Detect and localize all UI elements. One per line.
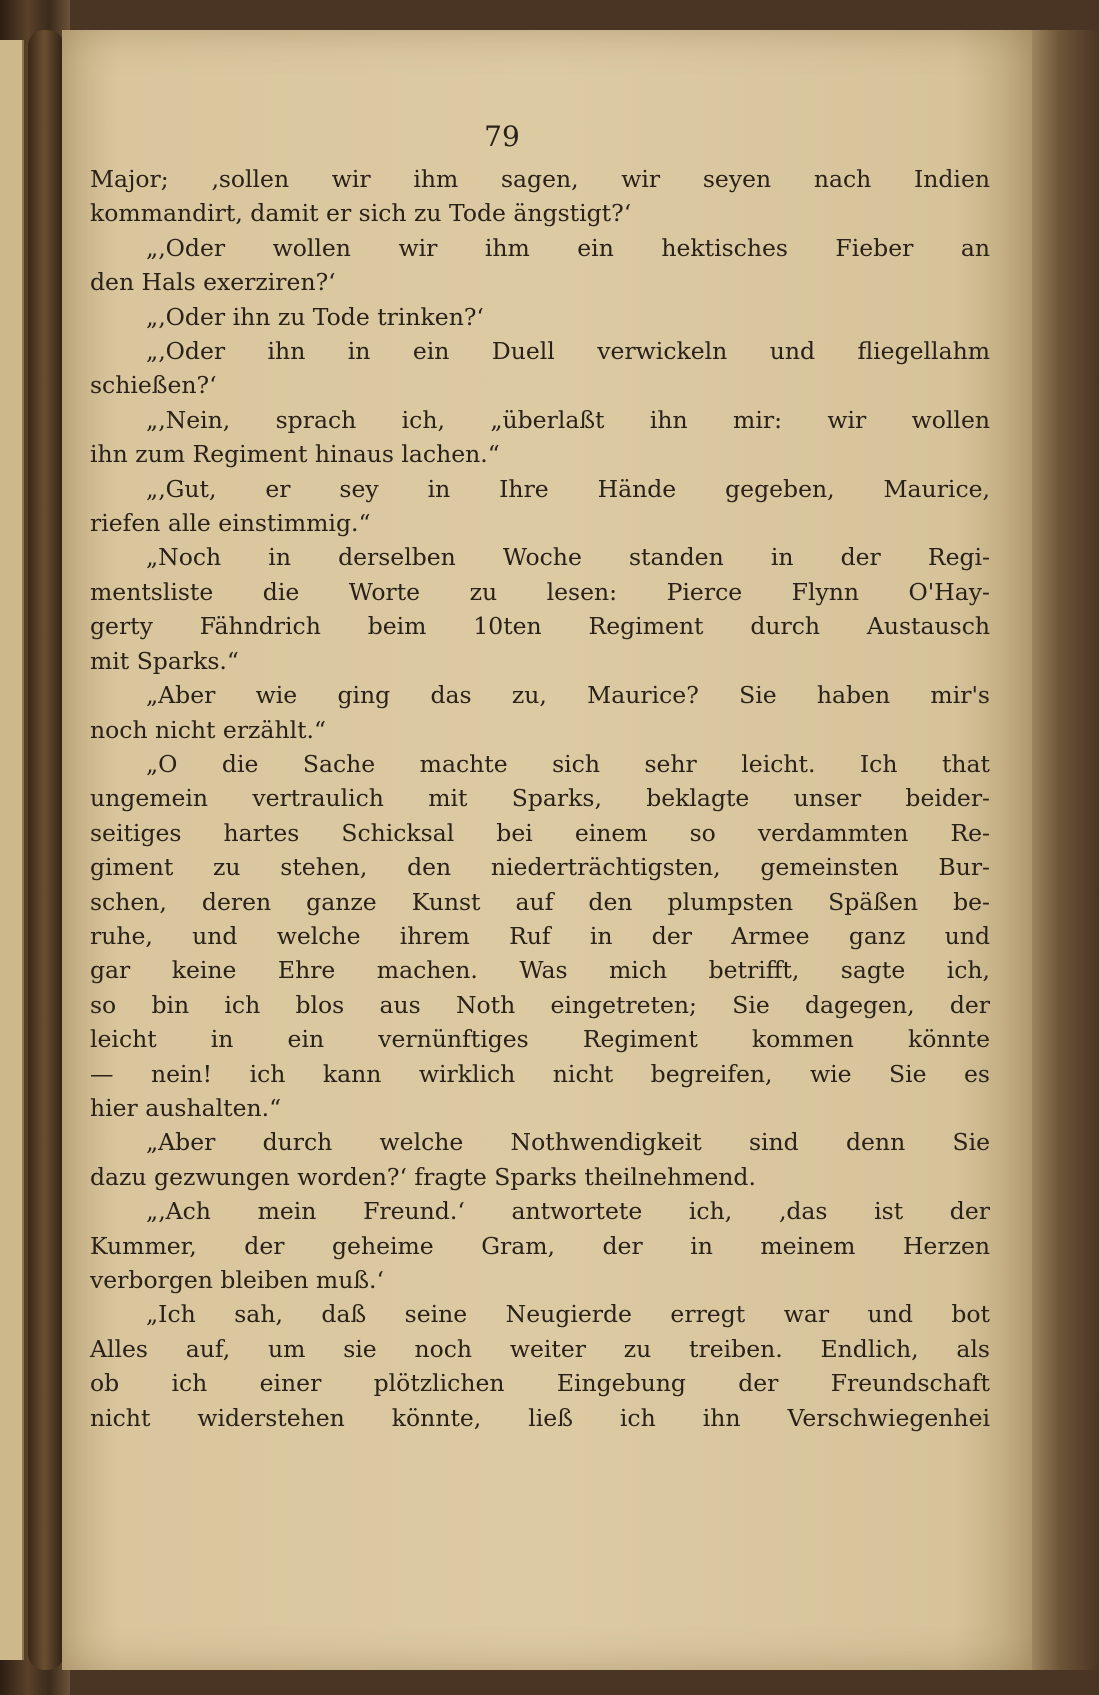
text-line: so bin ich blos aus Noth eingetreten; Sie dagegen, der — [90, 990, 990, 1019]
text-line: schießen?‘ — [90, 371, 217, 400]
text-line: „Ich sah, daß seine Neugierde erregt war und bot — [146, 1300, 990, 1329]
text-line: nicht widerstehen könnte, ließ ich ihn Verschwiegenhei — [90, 1403, 990, 1432]
text-line: gar keine Ehre machen. Was mich betrifft, sagte ich, — [90, 956, 990, 985]
text-line: hier aushalten.“ — [90, 1093, 282, 1122]
text-line: kommandirt, damit er sich zu Tode ängstigt?‘ — [90, 199, 632, 228]
text-line: „‚Oder ihn in ein Duell verwickeln und fliegellahm — [146, 337, 990, 366]
text-line: „Aber durch welche Nothwendigkeit sind denn Sie — [146, 1128, 990, 1157]
text-line: „‚Nein, sprach ich, „überlaßt ihn mir: wir wollen — [146, 405, 990, 434]
text-line: riefen alle einstimmig.“ — [90, 509, 371, 538]
text-line: ruhe, und welche ihrem Ruf in der Armee ganz und — [90, 921, 990, 950]
text-line: gerty Fähndrich beim 10ten Regiment durch Austausch — [90, 612, 990, 641]
text-line: mit Sparks.“ — [90, 646, 239, 675]
body-text — [90, 162, 990, 1435]
text-line: Major; ‚sollen wir ihm sagen, wir seyen nach Indien — [90, 165, 990, 193]
text-line: ihn zum Regiment hinaus lachen.“ — [90, 440, 500, 469]
text-line: „‚Oder ihn zu Tode trinken?‘ — [146, 302, 484, 331]
page-number: 79 — [484, 120, 520, 153]
book-page — [62, 30, 1032, 1670]
text-line: „‚Ach mein Freund.‘ antwortete ich, ‚das ist der — [146, 1197, 990, 1226]
text-line: seitiges hartes Schicksal bei einem so verdammten Re- — [90, 818, 990, 847]
text-line: ungemein vertraulich mit Sparks, beklagte unser beider- — [90, 784, 990, 813]
text-line: giment zu stehen, den niederträchtigsten, gemeinsten Bur- — [90, 853, 990, 882]
text-line: verborgen bleiben muß.‘ — [90, 1266, 384, 1294]
text-line: „Aber wie ging das zu, Maurice? Sie haben mir's — [146, 681, 990, 710]
binding-cord — [28, 30, 64, 1670]
text-line: — nein! ich kann wirklich nicht begreifen, wie Sie es — [90, 1059, 990, 1088]
text-line: den Hals exerziren?‘ — [90, 268, 336, 297]
text-line: „O die Sache machte sich sehr leicht. Ich that — [146, 749, 990, 778]
text-line: „Noch in derselben Woche standen in der Regi- — [146, 543, 990, 572]
text-line: Alles auf, um sie noch weiter zu treiben. Endlich, als — [90, 1334, 990, 1363]
text-line: „‚Gut, er sey in Ihre Hände gegeben, Maurice, — [146, 474, 990, 503]
previous-page-edge — [0, 40, 24, 1660]
text-line: „‚Oder wollen wir ihm ein hektisches Fieber an — [146, 233, 990, 262]
text-line: ob ich einer plötzlichen Eingebung der Freundschaft — [90, 1369, 990, 1398]
text-line: Kummer, der geheime Gram, der in meinem Herzen — [90, 1231, 990, 1260]
text-line: noch nicht erzählt.“ — [90, 715, 327, 744]
text-line: dazu gezwungen worden?‘ fragte Sparks theilnehmend. — [90, 1162, 756, 1191]
text-line: mentsliste die Worte zu lesen: Pierce Flynn O'Hay- — [90, 577, 990, 606]
text-line: leicht in ein vernünftiges Regiment kommen könnte — [90, 1025, 990, 1054]
cover-edge — [1032, 30, 1099, 1670]
text-line: schen, deren ganze Kunst auf den plumpsten Späßen be- — [90, 887, 990, 916]
